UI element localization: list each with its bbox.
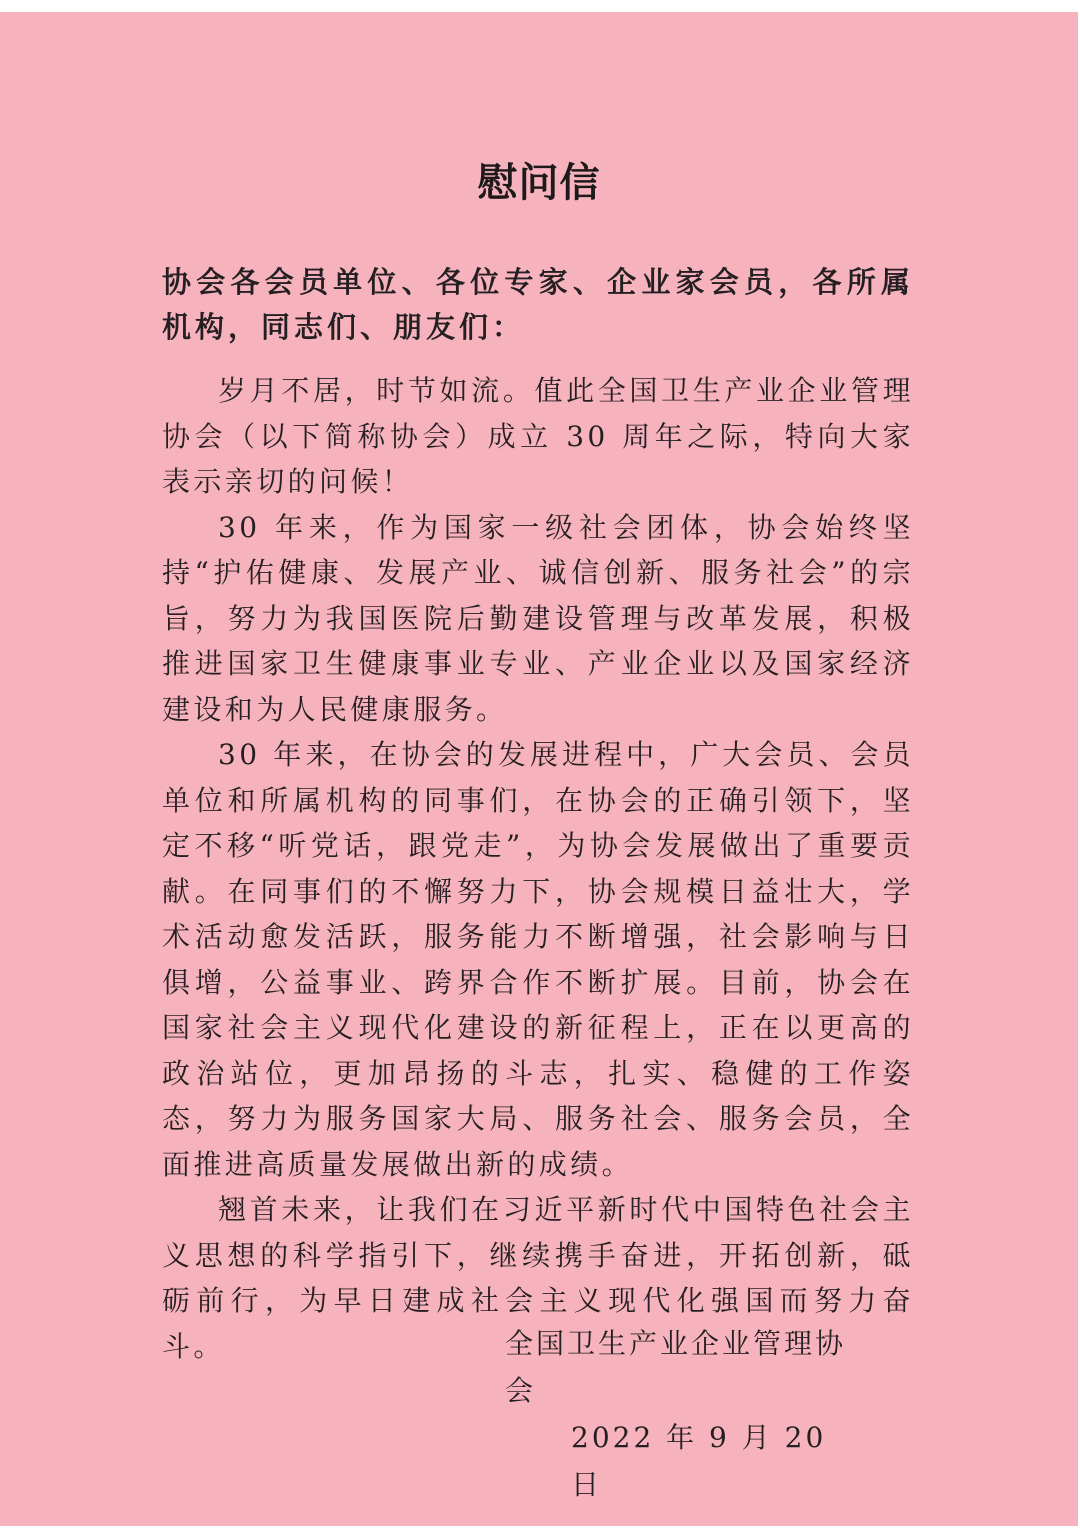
letter-signature (505, 1320, 865, 1508)
letter-paper (0, 12, 1078, 1526)
signature-organization: 全国卫生产业企业管理协会 (505, 1327, 847, 1407)
letter-title: 慰问信 (477, 159, 601, 206)
letter-paragraph-4: 翘首未来，让我们在习近平新时代中国特色社会主义思想的科学指引下，继续携手奋进，开拓创新，砥砺前行，为早日建成社会主义现代化强国而努力奋斗。 (162, 1193, 914, 1363)
letter-paragraph-1: 岁月不居，时节如流。值此全国卫生产业企业管理协会（以下简称协会）成立 30 周年之际，特向大家表示亲切的问候！ (162, 374, 914, 498)
letter-body (162, 368, 914, 1369)
letter-paragraph-2: 30 年来，作为国家一级社会团体，协会始终坚持“护佑健康、发展产业、诚信创新、服务社会”的宗旨，努力为我国医院后勤建设管理与改革发展，积极推进国家卫生健康事业专业、产业企业以及国家经济建设和为人民健康服务。 (162, 510, 914, 726)
letter-salutation: 协会各会员单位、各位专家、企业家会员，各所属机构，同志们、朋友们： (162, 265, 914, 344)
signature-date: 2022 年 9 月 20 日 (571, 1421, 827, 1501)
letter-paragraph-3: 30 年来，在协会的发展进程中，广大会员、会员单位和所属机构的同事们，在协会的正确引领下，坚定不移“听党话，跟党走”，为协会发展做出了重要贡献。在同事们的不懈努力下，协会规模日益壮大，学术活动愈发活跃，服务能力不断增强，社会影响与日俱增，公益事业、跨界合作不断扩展。目前，协会在国家社会主义现代化建设的新征程上，正在以更高的政治站位，更加昂扬的斗志，扎实、稳健的工作姿态，努力为服务国家大局、服务社会、服务会员，全面推进高质量发展做出新的成绩。 (162, 738, 914, 1181)
